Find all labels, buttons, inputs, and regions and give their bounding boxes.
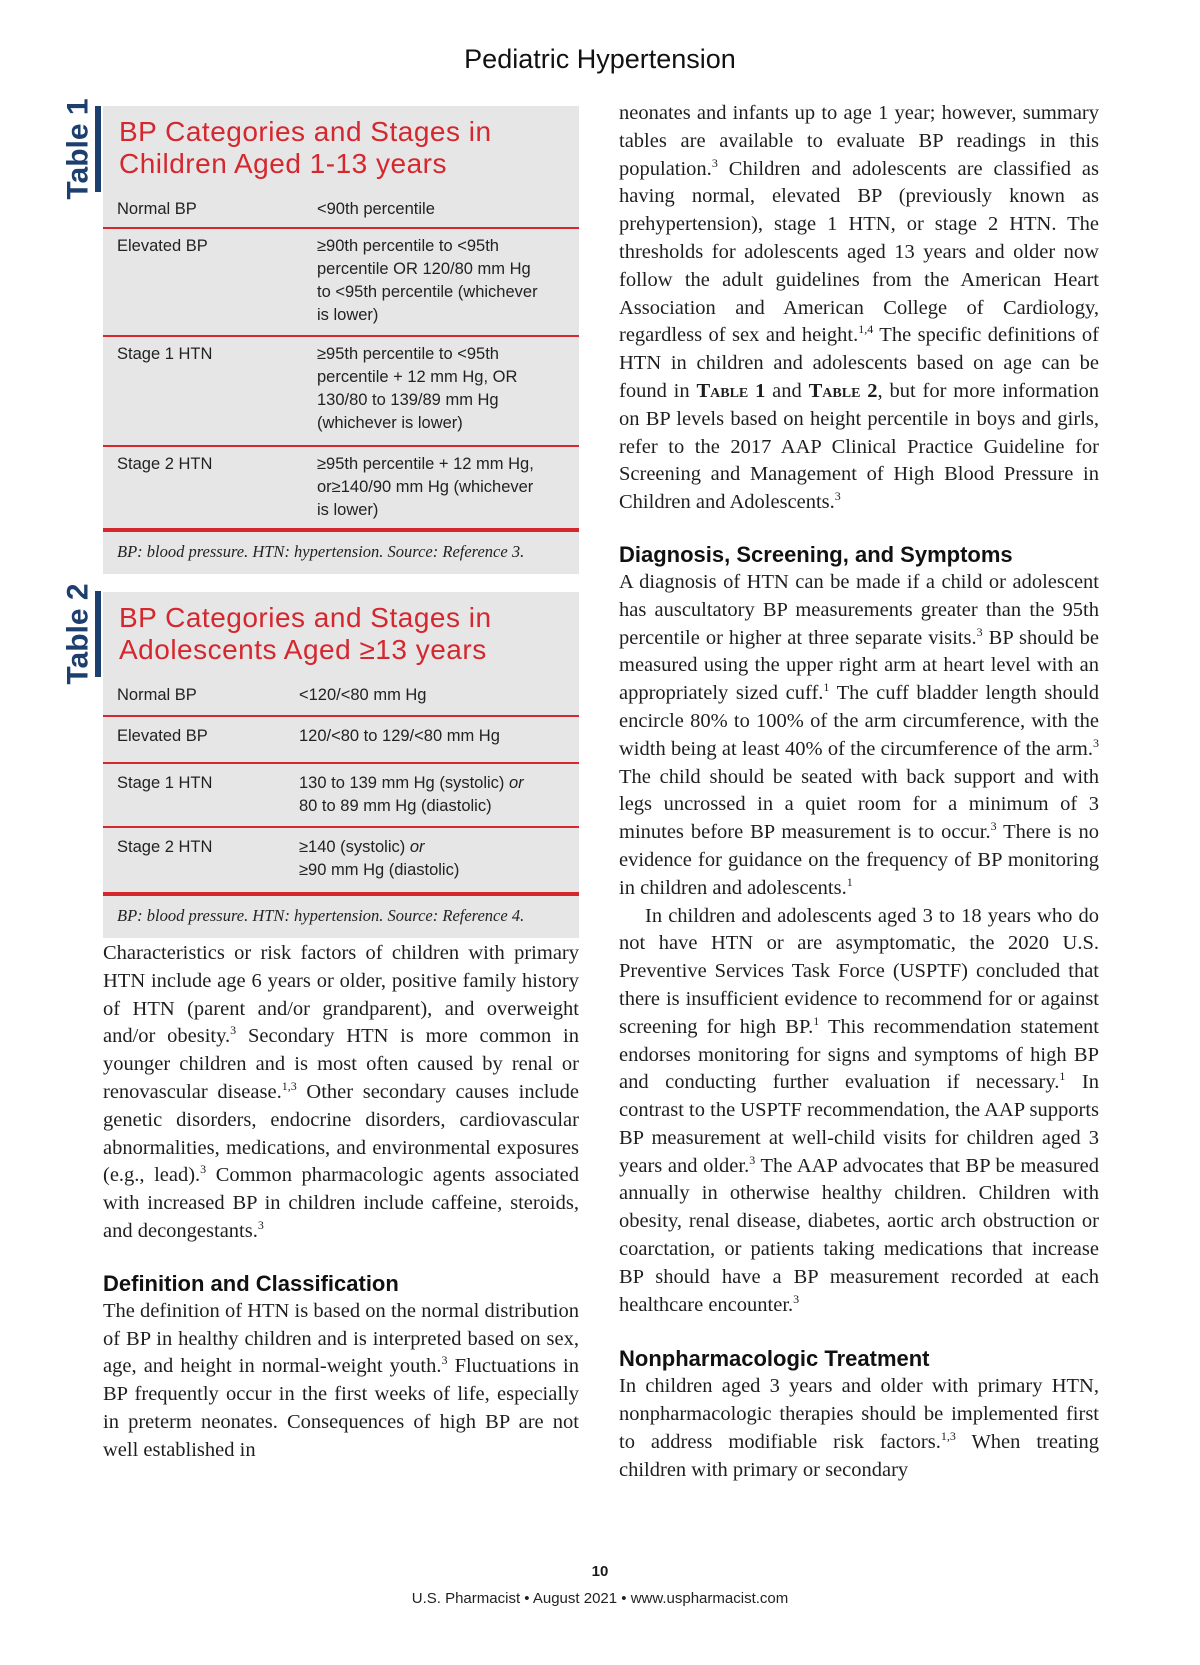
row-value: <90th percentile [317,200,435,218]
table2-footnote: BP: blood pressure. HTN: hypertension. Source: Reference 4. [103,894,579,938]
row-category: Normal BP [117,200,197,218]
row-value: 130 to 139 mm Hg (systolic) or 80 to 89 mm Hg (diastolic) [299,774,524,815]
table1-label-tab [62,98,101,200]
row-value: <120/<80 mm Hg [299,686,427,704]
table-row [103,229,579,337]
publication-footer: U.S. Pharmacist • August 2021 • www.uspharmacist.com [411,1590,789,1607]
heading-diagnosis: Diagnosis, Screening, and Symptoms [619,541,1013,567]
heading-nonpharmacologic: Nonpharmacologic Treatment [619,1346,930,1372]
table-row [103,190,579,229]
table-row [103,337,579,447]
paragraph-risk-factors: Characteristics or risk factors of children with primary HTN include age 6 years or older, positive family history of HTN (parent and/or grandparent), and overweight and/or obesity.$^3$ Secondary HTN is more common in younger children and is most often caused by renal or renovascular disease.$^{1,3}$ Other secondary causes include genetic disorders, endocrine disorders, cardiovascular abnormalities, medications, and environmental exposures (e.g., lead).$^3$ Common pharmacologic agents associated with increased BP in children include caffeine, steroids, and decongestants.$^3$ [103,942,579,1242]
row-value: ≥140 (systolic) or ≥90 mm Hg (diastolic) [299,838,460,879]
row-category: Stage 2 HTN [117,455,213,473]
table1-reference: Table 1 [696,379,766,402]
table1-label: Table 1 [62,98,95,200]
row-category: Normal BP [117,686,197,704]
table2-reference: Table 2 [808,379,878,402]
row-value: 120/<80 to 129/<80 mm Hg [299,727,500,745]
table1-footnote: BP: blood pressure. HTN: hypertension. Source: Reference 3. [103,530,579,574]
paragraph-definition: The definition of HTN is based on the normal distribution of BP in healthy children and is interpreted based on sex, age, and height in normal-weight youth.$^3$ Fluctuations in BP frequently occur in the first weeks of life, especially in preterm neonates. Consequences of high BP are not well established in [103,1299,579,1461]
running-title: Pediatric Hypertension [464,44,736,74]
paragraph-classification: neonates and infants up to age 1 year; however, summary tables are available to evaluate BP readings in this population.$^3$ Children and adolescents are classified as having normal, elevated BP (previously known as prehypertension), stage 1 HTN, or stage 2 HTN. The thresholds for adolescents aged 13 years and older now follow the adult guidelines from the American Heart Association and American College of Cardiology, regardless of sex and height.$^{1,4}$ The specific definitions of HTN in children and adolescents based on age can be found in Table 1 and Table 2, but for more information on BP levels based on height percentile in boys and girls, refer to the 2017 AAP Clinical Practice Guideline for Screening and Management of High Blood Pressure in Children and Adolescents.$^3$ [619,102,1099,514]
row-category: Stage 2 HTN [117,838,213,856]
left-column-text [103,940,579,1465]
row-category: Stage 1 HTN [117,345,213,363]
row-category: Stage 1 HTN [117,774,213,792]
table-row [103,717,579,764]
row-value: ≥95th percentile to <95th percentile + 12 mm Hg, OR 130/80 to 139/89 mm Hg (whichever is lower) [317,345,518,432]
table-row [103,676,579,717]
table2-title: BP Categories and Stages in Adolescents Aged ≥13 years [119,602,492,665]
table-row [103,828,579,894]
row-category: Elevated BP [117,727,208,745]
table2-label: Table 2 [62,583,95,685]
row-value: ≥90th percentile to <95th percentile OR 120/80 mm Hg to <95th percentile (whichever is lower) [317,237,538,324]
table2-label-tab [62,583,101,685]
table2 [103,592,579,938]
paragraph-screening: In children and adolescents aged 3 to 18 years who do not have HTN or are asymptomatic, the 2020 U.S. Preventive Services Task Force (USPTF) concluded that there is insufficient evidence to recommend for or against screening for high BP.$^1$ This recommendation statement endorses monitoring for signs and symptoms of high BP and conducting further evaluation if necessary.$^1$ In contrast to the USPTF recommendation, the AAP supports BP measurement at well-child visits for children aged 3 years and older.$^3$ The AAP advocates that BP be measured annually in otherwise healthy children. Children with obesity, renal disease, diabetes, aortic arch obstruction or coarctation, or patients taking medications that increase BP should have a BP measurement recorded at each healthcare encounter.$^3$ [619,904,1100,1316]
table1-title: BP Categories and Stages in Children Aged 1-13 years [119,116,492,179]
table1 [103,106,579,574]
right-column-text [619,100,1099,1485]
row-category: Elevated BP [117,237,208,255]
heading-definition: Definition and Classification [103,1270,399,1296]
table-row [103,447,579,530]
paragraph-treatment: In children aged 3 years and older with primary HTN, nonpharmacologic therapies should be implemented first to address modifiable risk factors.$^{1,3}$ When treating children with primary or secondary [619,1375,1099,1481]
page-number: 10 [591,1563,609,1580]
row-value: ≥95th percentile + 12 mm Hg, or≥140/90 mm Hg (whichever is lower) [317,455,534,519]
paragraph-diagnosis: A diagnosis of HTN can be made if a child or adolescent has auscultatory BP measurements greater than the 95th percentile or higher at three separate visits.$^3$ BP should be measured using the upper right arm at heart level with an appropriately sized cuff.$^1$ The cuff bladder length should encircle 80% to 100% of the arm circumference, with the width being at least 40% of the circumference of the arm.$^3$ The child should be seated with back support and with legs uncrossed in a quiet room for a minimum of 3 minutes before BP measurement is to occur.$^3$ There is no evidence for guidance on the frequency of BP monitoring in children and adolescents.$^1$ [619,570,1099,899]
table-row [103,764,579,828]
